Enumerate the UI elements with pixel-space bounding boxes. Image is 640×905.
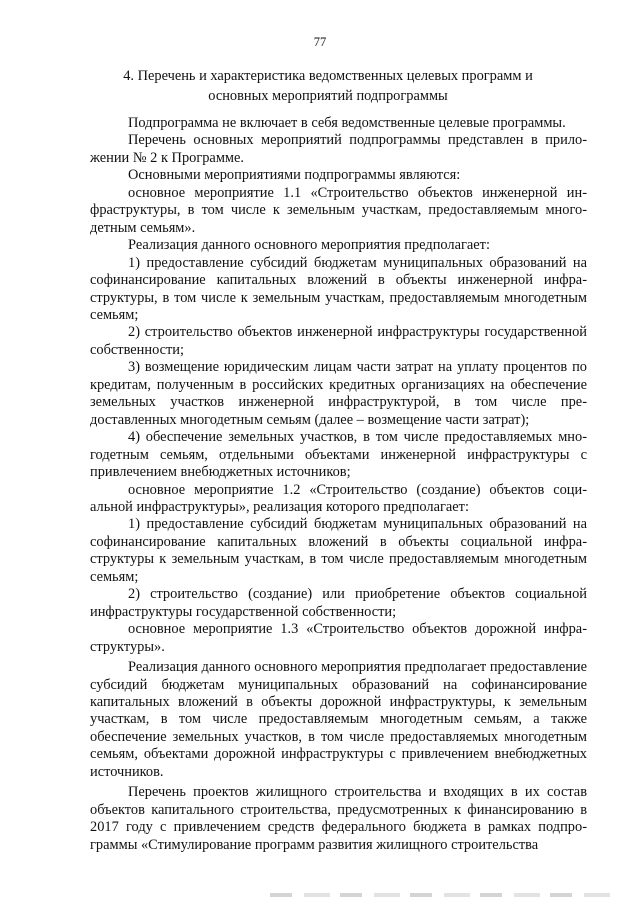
section-heading-line-1: 4. Перечень и характеристика ведомственных целевых программ и xyxy=(123,68,533,84)
paragraph: основное мероприятие 1.3 «Строительство объектов дорожной инфраструктуры». xyxy=(90,621,587,655)
paragraph: Реализация данного основного мероприятия предполагает: xyxy=(128,237,490,254)
paragraph: Подпрограмма не включает в себя ведомственные целевые программы. xyxy=(128,115,566,131)
section-heading xyxy=(92,66,564,106)
paragraph: основное мероприятие 1.2 «Строительство (создание) объектов социальной инфраструктуры», реализация которого предполагает: xyxy=(90,481,587,515)
body-text xyxy=(90,115,587,854)
paragraph: 4) обеспечение земельных участков, в том числе предоставляемых многодетным семьям, отдельными объектами инженерной инфраструктуры с привлечением внебюджетных источников; xyxy=(90,429,587,481)
paragraph: 1) предоставление субсидий бюджетам муниципальных образований на софинансирование капитальных вложений в объекты инженерной инфраструктуры, в том числе к земельным участкам, предоставляемым многодетным семьям; xyxy=(90,254,587,323)
paragraph: Реализация данного основного мероприятия предполагает предоставление субсидий бюджетам муниципальных образований на софинансирование капитальных вложений в объекты дорожной инфраструктуры, к земельным участкам, в том числе предоставляемым многодетным семьям, а также обеспечение земельных участков, в том числе предоставляемых многодетным семьям, объектами дорожной инфраструктуры с привлечением внебюджетных источников. xyxy=(90,659,587,780)
page-number: 77 xyxy=(313,35,327,49)
paragraph: Перечень проектов жилищного строительства и входящих в их состав объектов капитального строительства, предусмотренных к финансированию в 2017 году с привлечением средств федерального бюджета в рамках подпрограммы «Стимулирование программ развития жилищного строительства xyxy=(90,784,587,853)
paragraph: Перечень основных мероприятий подпрограммы представлен в приложении № 2 к Программе. xyxy=(90,132,587,166)
paragraph: Основными мероприятиями подпрограммы являются: xyxy=(128,167,461,184)
scan-artifact-strip xyxy=(270,893,610,897)
section-heading-line-2: основных мероприятий подпрограммы xyxy=(208,88,448,104)
paragraph: основное мероприятие 1.1 «Строительство объектов инженерной инфраструктуры, в том числе к земельным участкам, предоставляемым многодетным семьям». xyxy=(90,184,587,236)
paragraph: 2) строительство объектов инженерной инфраструктуры государственной собственности; xyxy=(90,324,587,358)
paragraph: 1) предоставление субсидий бюджетам муниципальных образований на софинансирование капитальных вложений в объекты социальной инфраструктуры к земельным участкам, в том числе предоставляемым многодетным семьям; xyxy=(90,516,587,585)
paragraph: 2) строительство (создание) или приобретение объектов социальной инфраструктуры государственной собственности; xyxy=(90,586,587,620)
paragraph: 3) возмещение юридическим лицам части затрат на уплату процентов по кредитам, полученным в российских кредитных организациях на обеспечение земельных участков инженерной инфраструктурой, в том числе предоставленных многодетным семьям (далее – возмещение части затрат); xyxy=(90,359,587,428)
